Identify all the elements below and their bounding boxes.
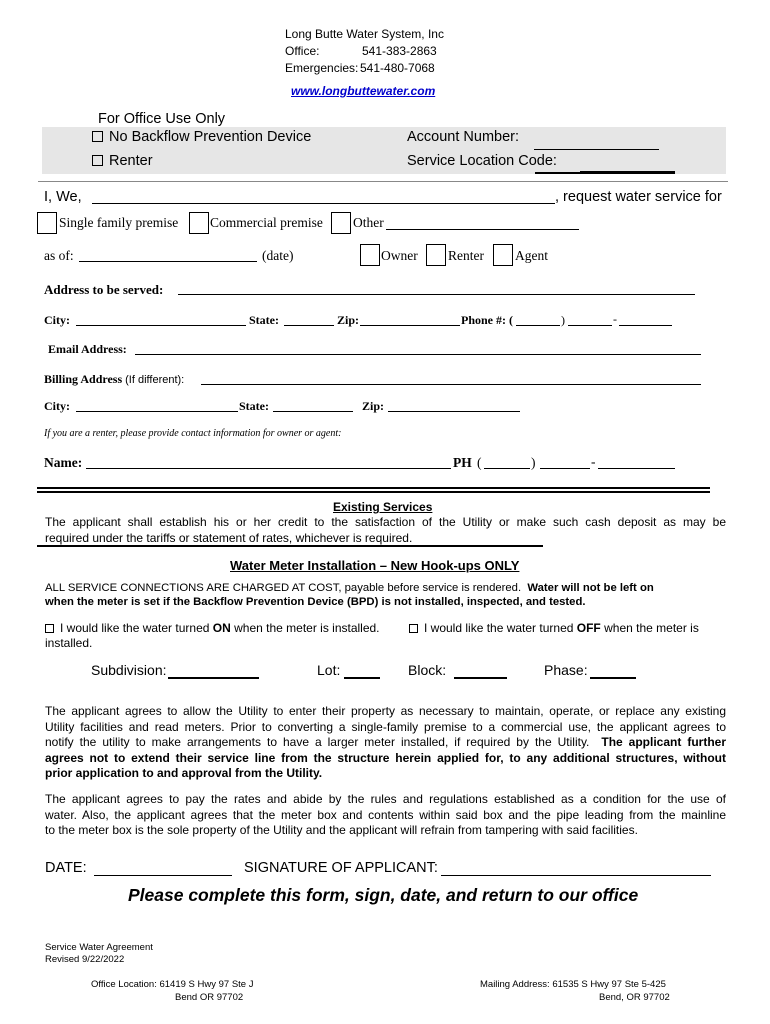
as-of-date-field[interactable] xyxy=(79,261,257,262)
return-instruction: Please complete this form, sign, date, and return to our office xyxy=(128,885,639,905)
renter-role-checkbox[interactable] xyxy=(426,244,446,266)
billing-city-label: City: xyxy=(44,399,70,413)
terms-paragraph-1 xyxy=(45,704,726,782)
zip-field[interactable] xyxy=(360,325,460,326)
signature-label: SIGNATURE OF APPLICANT: xyxy=(244,860,438,876)
commercial-checkbox[interactable] xyxy=(189,212,209,234)
section-rule-top xyxy=(37,487,710,489)
signature-field[interactable] xyxy=(441,875,711,876)
single-family-checkbox[interactable] xyxy=(37,212,57,234)
other-label: Other xyxy=(353,215,384,230)
meter-line-2: when the meter is set if the Backflow Prevention Device (BPD) is not installed, inspected, and tested. xyxy=(45,596,586,608)
signature-date-field[interactable] xyxy=(94,875,232,876)
billing-label: Billing Address xyxy=(44,372,123,386)
i-we-label: I, We, xyxy=(44,189,82,205)
mailing-address-line-1: Mailing Address: 61535 S Hwy 97 Ste 5-425 xyxy=(480,979,666,990)
no-backflow-option[interactable] xyxy=(92,129,311,145)
owner-ph-line-field[interactable] xyxy=(598,468,675,469)
applicant-name-field[interactable] xyxy=(92,203,555,204)
office-phone: 541-383-2863 xyxy=(362,44,437,58)
doc-name: Service Water Agreement xyxy=(45,942,153,953)
terms-paragraph-2 xyxy=(45,792,726,839)
terms-p1-l1: The applicant agrees to allow the Utility to enter their property as necessary to maintain, operate, or replace any existing xyxy=(45,704,726,718)
no-backflow-checkbox[interactable] xyxy=(92,131,103,142)
phone-close-paren: ) xyxy=(561,313,565,327)
mailing-address-line-2: Bend, OR 97702 xyxy=(599,992,670,1003)
subdivision-label: Subdivision: xyxy=(91,662,167,678)
owner-checkbox[interactable] xyxy=(360,244,380,266)
water-on-checkbox[interactable] xyxy=(45,624,54,633)
owner-label: Owner xyxy=(381,248,418,263)
terms-p2-l2: water. Also, the applicant agrees that the meter box and contents within said box and the pipe leading from the mainline xyxy=(45,807,726,822)
date-label: DATE: xyxy=(45,860,87,876)
renter-option[interactable] xyxy=(92,153,153,169)
lot-field[interactable] xyxy=(344,677,380,679)
terms-p1-l3-bold: The applicant further xyxy=(601,735,726,749)
water-on-pre: I would like the water turned xyxy=(60,621,210,635)
water-on-option[interactable] xyxy=(45,621,380,635)
request-text: , request water service for xyxy=(555,189,722,205)
phone-label: Phone #: ( xyxy=(461,313,513,327)
block-field[interactable] xyxy=(454,677,507,679)
owner-ph-open-paren: ( xyxy=(477,455,482,470)
existing-line-2: required under the tariffs or statement of rates, whichever is required. xyxy=(45,531,413,545)
subdivision-field[interactable] xyxy=(168,677,259,679)
office-location-line-2: Bend OR 97702 xyxy=(175,992,244,1003)
owner-ph-dash: - xyxy=(591,454,596,469)
water-off-pre: I would like the water turned xyxy=(424,621,574,635)
section-rule-bottom xyxy=(37,491,710,493)
date-hint: (date) xyxy=(262,248,294,263)
owner-ph-area-field[interactable] xyxy=(484,468,530,469)
meter-line-1 xyxy=(45,581,726,596)
phone-line-field[interactable] xyxy=(619,325,672,326)
terms-p2-l3: to the meter box is the sole property of the Utility and the applicant will refrain from tampering with said facilities. xyxy=(45,823,638,837)
water-off-word: OFF xyxy=(576,621,601,635)
terms-p1-l2: Utility facilities and read meters. Prior to converting a single-family premise to a commercial use, the applicant agrees to xyxy=(45,719,726,734)
phone-prefix-field[interactable] xyxy=(568,325,612,326)
phase-label: Phase: xyxy=(544,662,588,678)
renter-role-label: Renter xyxy=(448,248,484,263)
terms-p1-l3-normal: notify the utility to make arrangements to have a larger meter installed, if required by the Utility. xyxy=(45,735,590,749)
as-of-label: as of: xyxy=(44,248,74,263)
water-off-option[interactable] xyxy=(409,621,699,635)
email-label: Email Address: xyxy=(48,342,127,356)
office-use-title: For Office Use Only xyxy=(98,111,226,127)
phone-dash: - xyxy=(613,312,617,326)
commercial-label: Commercial premise xyxy=(210,215,323,230)
terms-p1-l3 xyxy=(45,735,726,751)
owner-name-field[interactable] xyxy=(86,468,451,469)
owner-name-label-wrap: Name: xyxy=(44,455,83,470)
terms-p1-l5: prior application to and approval from the Utility. xyxy=(45,766,323,780)
phone-area-field[interactable] xyxy=(516,325,560,326)
owner-ph-close-paren: ) xyxy=(531,455,536,470)
owner-ph-label: PH xyxy=(453,455,472,470)
state-label: State: xyxy=(249,313,279,327)
agent-checkbox[interactable] xyxy=(493,244,513,266)
lot-label: Lot: xyxy=(317,662,341,678)
billing-zip-label: Zip: xyxy=(362,399,385,413)
billing-note: (If different): xyxy=(125,374,185,386)
address-label: Address to be served: xyxy=(44,282,164,297)
billing-state-field[interactable] xyxy=(273,411,353,412)
address-field[interactable] xyxy=(178,294,695,295)
zip-label: Zip: xyxy=(337,313,360,327)
state-field[interactable] xyxy=(284,325,334,326)
office-location-line-1: Office Location: 61419 S Hwy 97 Ste J xyxy=(91,979,254,990)
account-number-field[interactable] xyxy=(534,149,659,150)
terms-p1-l4: agrees not to extend their service line from the structure herein applied for, to any additional structures, without xyxy=(45,750,726,765)
email-field[interactable] xyxy=(135,354,701,355)
single-family-label: Single family premise xyxy=(59,215,179,230)
existing-line-1: The applicant shall establish his or her credit to the satisfaction of the Utility or make such cash deposit as may be xyxy=(45,515,726,529)
owner-name-label: Name xyxy=(44,455,78,470)
meter-line-1-bold: Water will not be left on xyxy=(527,582,654,594)
emergency-phone: 541-480-7068 xyxy=(360,61,435,75)
billing-state-label: State: xyxy=(239,399,269,413)
meter-title: Water Meter Installation – New Hook-ups ONLY xyxy=(230,558,520,573)
owner-ph-prefix-field[interactable] xyxy=(540,468,590,469)
billing-label-wrap xyxy=(44,372,184,387)
website-link[interactable]: www.longbuttewater.com xyxy=(291,84,436,98)
revised-date: Revised 9/22/2022 xyxy=(45,954,125,965)
city-field[interactable] xyxy=(76,325,246,326)
other-checkbox[interactable] xyxy=(331,212,351,234)
office-phone-label: Office: xyxy=(285,44,320,58)
renter-checkbox[interactable] xyxy=(92,155,103,166)
divider xyxy=(38,181,728,182)
billing-city-field[interactable] xyxy=(76,411,238,412)
phase-field[interactable] xyxy=(590,677,636,679)
existing-rule xyxy=(37,545,543,547)
service-location-label: Service Location Code: xyxy=(407,153,557,169)
water-on-post: when the meter is installed. xyxy=(234,621,380,635)
water-off-checkbox[interactable] xyxy=(409,624,418,633)
account-number-label: Account Number: xyxy=(407,129,520,145)
water-off-post: when the meter is xyxy=(604,621,699,635)
meter-line-1-normal: ALL SERVICE CONNECTIONS ARE CHARGED AT COST, payable before service is rendered. xyxy=(45,582,522,594)
billing-zip-field[interactable] xyxy=(388,411,520,412)
existing-services-title: Existing Services xyxy=(333,500,433,514)
renter-note: If you are a renter, please provide contact information for owner or agent: xyxy=(44,428,342,439)
installed-text: installed. xyxy=(45,636,93,650)
office-band-underline xyxy=(535,172,675,174)
city-label: City: xyxy=(44,313,70,327)
company-name: Long Butte Water System, Inc xyxy=(285,27,444,41)
terms-p2-l1: The applicant agrees to pay the rates and abide by the rules and regulations established as a condition for the use of xyxy=(45,792,726,806)
block-label: Block: xyxy=(408,662,447,678)
billing-address-field[interactable] xyxy=(201,384,701,385)
renter-label: Renter xyxy=(109,153,153,169)
water-on-word: ON xyxy=(212,621,231,635)
emergency-label: Emergencies: xyxy=(285,61,359,75)
other-field[interactable] xyxy=(386,229,579,230)
agent-label: Agent xyxy=(515,248,548,263)
no-backflow-label: No Backflow Prevention Device xyxy=(109,129,312,145)
